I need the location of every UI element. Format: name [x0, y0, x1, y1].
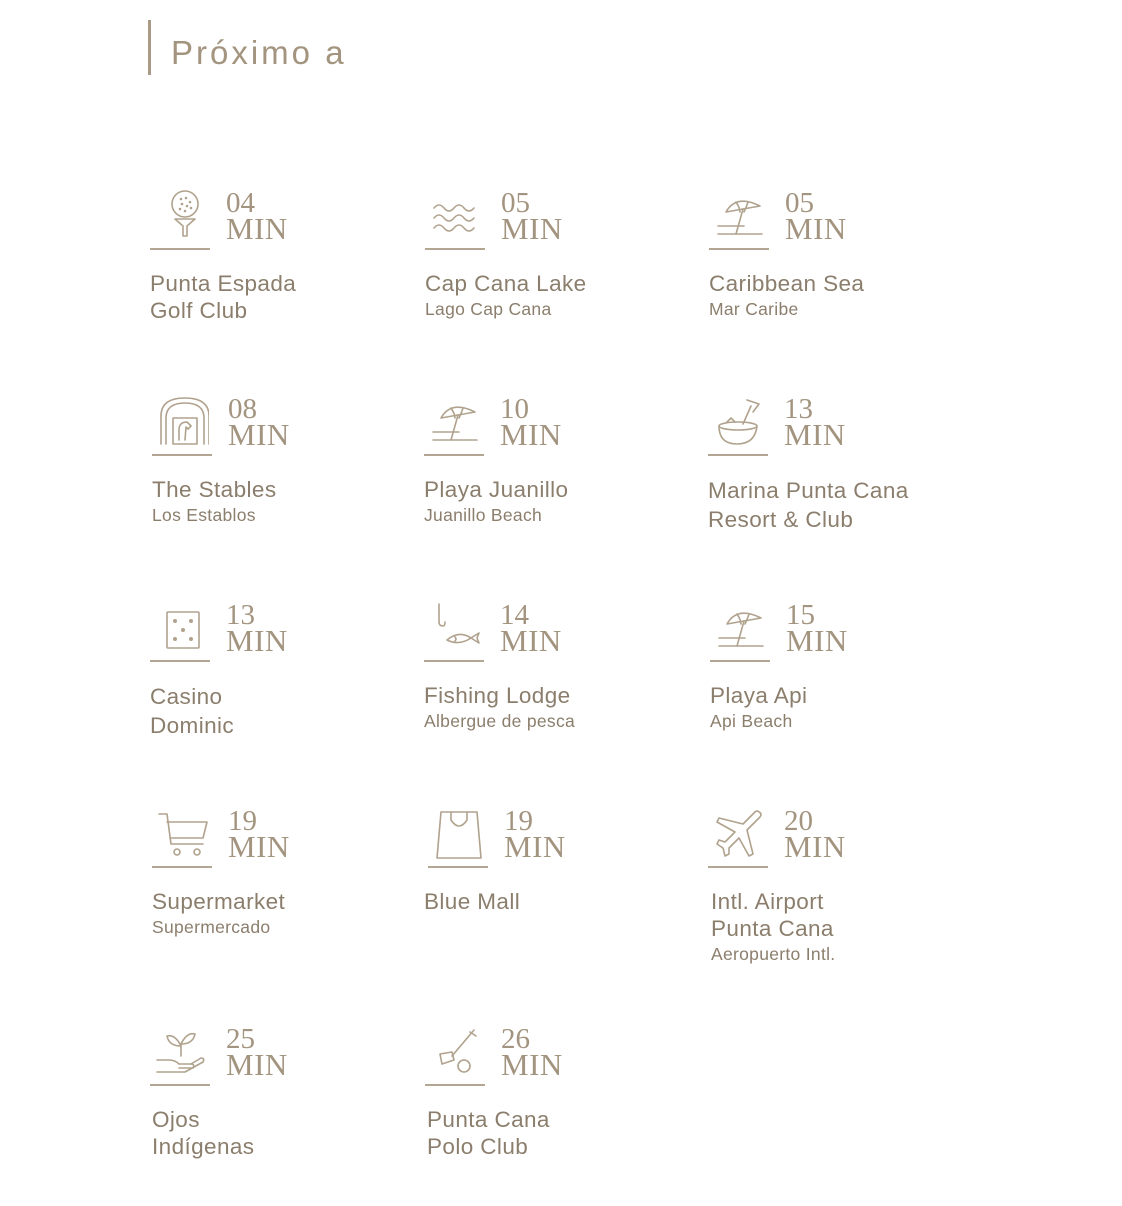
- time-unit: MIN: [228, 829, 290, 864]
- place-item: [425, 1023, 685, 1196]
- place-subtitle: Aeropuerto Intl.: [711, 944, 836, 964]
- time-unit: MIN: [228, 417, 290, 452]
- travel-time: [784, 393, 846, 452]
- place-name-line: Playa Juanillo: [424, 477, 569, 502]
- time-number: 15: [786, 599, 815, 631]
- travel-time: [504, 805, 566, 864]
- place-name: [150, 270, 430, 324]
- place-item: [424, 599, 684, 772]
- time-number: 19: [228, 805, 257, 837]
- place-name-line: Punta Cana: [711, 916, 834, 941]
- time-unit: MIN: [226, 211, 288, 246]
- time-number: 25: [226, 1023, 255, 1055]
- place-name-line: Polo Club: [427, 1134, 529, 1159]
- place-subtitle: Api Beach: [710, 711, 793, 731]
- place-item: [424, 393, 684, 566]
- beach-umbrella-icon: [709, 190, 769, 248]
- travel-time: [786, 599, 848, 658]
- time-number: 05: [501, 187, 530, 219]
- place-name-line: Caribbean Sea: [709, 271, 865, 296]
- place-name: [709, 270, 989, 320]
- place-name: [708, 476, 988, 534]
- place-item: [708, 805, 968, 978]
- icon-underline: [708, 454, 768, 456]
- place-name: [152, 1106, 432, 1160]
- time-unit: MIN: [504, 829, 566, 864]
- icon-underline: [428, 866, 488, 868]
- place-name: [711, 888, 991, 965]
- time-unit: MIN: [226, 1047, 288, 1082]
- travel-time: [500, 599, 562, 658]
- place-name-line: Marina Punta Cana: [708, 478, 909, 503]
- place-item: [150, 599, 410, 772]
- time-number: 20: [784, 805, 813, 837]
- place-name-line: Punta Espada: [150, 271, 297, 296]
- place-name-line: Golf Club: [150, 298, 248, 323]
- place-name: [152, 888, 432, 938]
- time-unit: MIN: [500, 417, 562, 452]
- place-name: [710, 682, 990, 732]
- icon-underline: [710, 660, 770, 662]
- golf-ball-icon: [150, 190, 210, 248]
- place-name: [152, 476, 432, 526]
- travel-time: [228, 393, 290, 452]
- place-subtitle: Juanillo Beach: [424, 505, 543, 525]
- travel-time: [226, 599, 288, 658]
- icon-underline: [425, 1084, 485, 1086]
- time-number: 19: [504, 805, 533, 837]
- place-name-line: Ojos: [152, 1107, 200, 1132]
- time-unit: MIN: [786, 623, 848, 658]
- waves-icon: [425, 190, 485, 248]
- time-unit: MIN: [785, 211, 847, 246]
- dice-icon: [150, 602, 210, 660]
- travel-time: [226, 1023, 288, 1082]
- place-name-line: Fishing Lodge: [424, 683, 571, 708]
- time-number: 08: [228, 393, 257, 425]
- travel-time: [785, 187, 847, 246]
- travel-time: [228, 805, 290, 864]
- icon-underline: [152, 454, 212, 456]
- icon-underline: [424, 454, 484, 456]
- icon-underline: [150, 660, 210, 662]
- time-number: 05: [785, 187, 814, 219]
- travel-time: [501, 187, 563, 246]
- shopping-bag-icon: [428, 808, 488, 866]
- place-name-line: Playa Api: [710, 683, 808, 708]
- place-name-line: Supermarket: [152, 889, 286, 914]
- place-name: [424, 888, 704, 915]
- travel-time: [501, 1023, 563, 1082]
- icon-underline: [424, 660, 484, 662]
- beach-umbrella-icon: [710, 602, 770, 660]
- time-unit: MIN: [226, 623, 288, 658]
- shopping-cart-icon: [152, 808, 212, 866]
- fishing-icon: [424, 602, 484, 660]
- place-item: [152, 393, 412, 566]
- place-name-line: Blue Mall: [424, 889, 521, 914]
- place-name: [427, 1106, 707, 1160]
- place-name-line: Punta Cana: [427, 1107, 550, 1132]
- icon-underline: [150, 1084, 210, 1086]
- place-name-line: Indígenas: [152, 1134, 255, 1159]
- icon-underline: [708, 866, 768, 868]
- place-name-line: Cap Cana Lake: [425, 271, 587, 296]
- time-unit: MIN: [500, 623, 562, 658]
- time-unit: MIN: [784, 829, 846, 864]
- travel-time: [226, 187, 288, 246]
- icon-underline: [152, 866, 212, 868]
- airplane-icon: [708, 808, 768, 866]
- place-subtitle: Lago Cap Cana: [425, 299, 552, 319]
- place-item: [150, 187, 410, 360]
- coconut-drink-icon: [708, 396, 768, 454]
- horse-stable-icon: [152, 396, 212, 454]
- time-number: 14: [500, 599, 529, 631]
- place-item: [424, 805, 688, 978]
- time-number: 26: [501, 1023, 530, 1055]
- travel-time: [784, 805, 846, 864]
- place-name-line: Intl. Airport: [711, 889, 824, 914]
- beach-umbrella-icon: [424, 396, 484, 454]
- place-subtitle: Supermercado: [152, 917, 271, 937]
- page-title: Próximo a: [171, 34, 347, 71]
- time-unit: MIN: [784, 417, 846, 452]
- header-accent-bar: [148, 20, 151, 75]
- time-number: 13: [784, 393, 813, 425]
- polo-mallet-icon: [425, 1026, 485, 1084]
- icon-underline: [150, 248, 210, 250]
- place-name-line: The Stables: [152, 477, 277, 502]
- icon-underline: [425, 248, 485, 250]
- travel-time: [500, 393, 562, 452]
- place-name: [425, 270, 705, 320]
- place-item: [425, 187, 685, 360]
- place-name-line: Resort & Club: [708, 507, 854, 532]
- time-unit: MIN: [501, 1047, 563, 1082]
- place-item: [152, 805, 412, 978]
- hand-plant-icon: [150, 1026, 210, 1084]
- icon-underline: [709, 248, 769, 250]
- place-name-line: Casino: [150, 684, 223, 709]
- time-number: 13: [226, 599, 255, 631]
- time-unit: MIN: [501, 211, 563, 246]
- place-name: [150, 682, 430, 740]
- place-item: [709, 187, 969, 360]
- place-item: [150, 1023, 410, 1196]
- place-name: [424, 476, 704, 526]
- place-subtitle: Mar Caribe: [709, 299, 799, 319]
- place-subtitle: Albergue de pesca: [424, 711, 576, 731]
- time-number: 04: [226, 187, 255, 219]
- time-number: 10: [500, 393, 529, 425]
- place-item: [710, 599, 970, 772]
- place-name-line: Dominic: [150, 713, 235, 738]
- place-name: [424, 682, 704, 732]
- place-subtitle: Los Establos: [152, 505, 256, 525]
- place-item: [708, 393, 968, 566]
